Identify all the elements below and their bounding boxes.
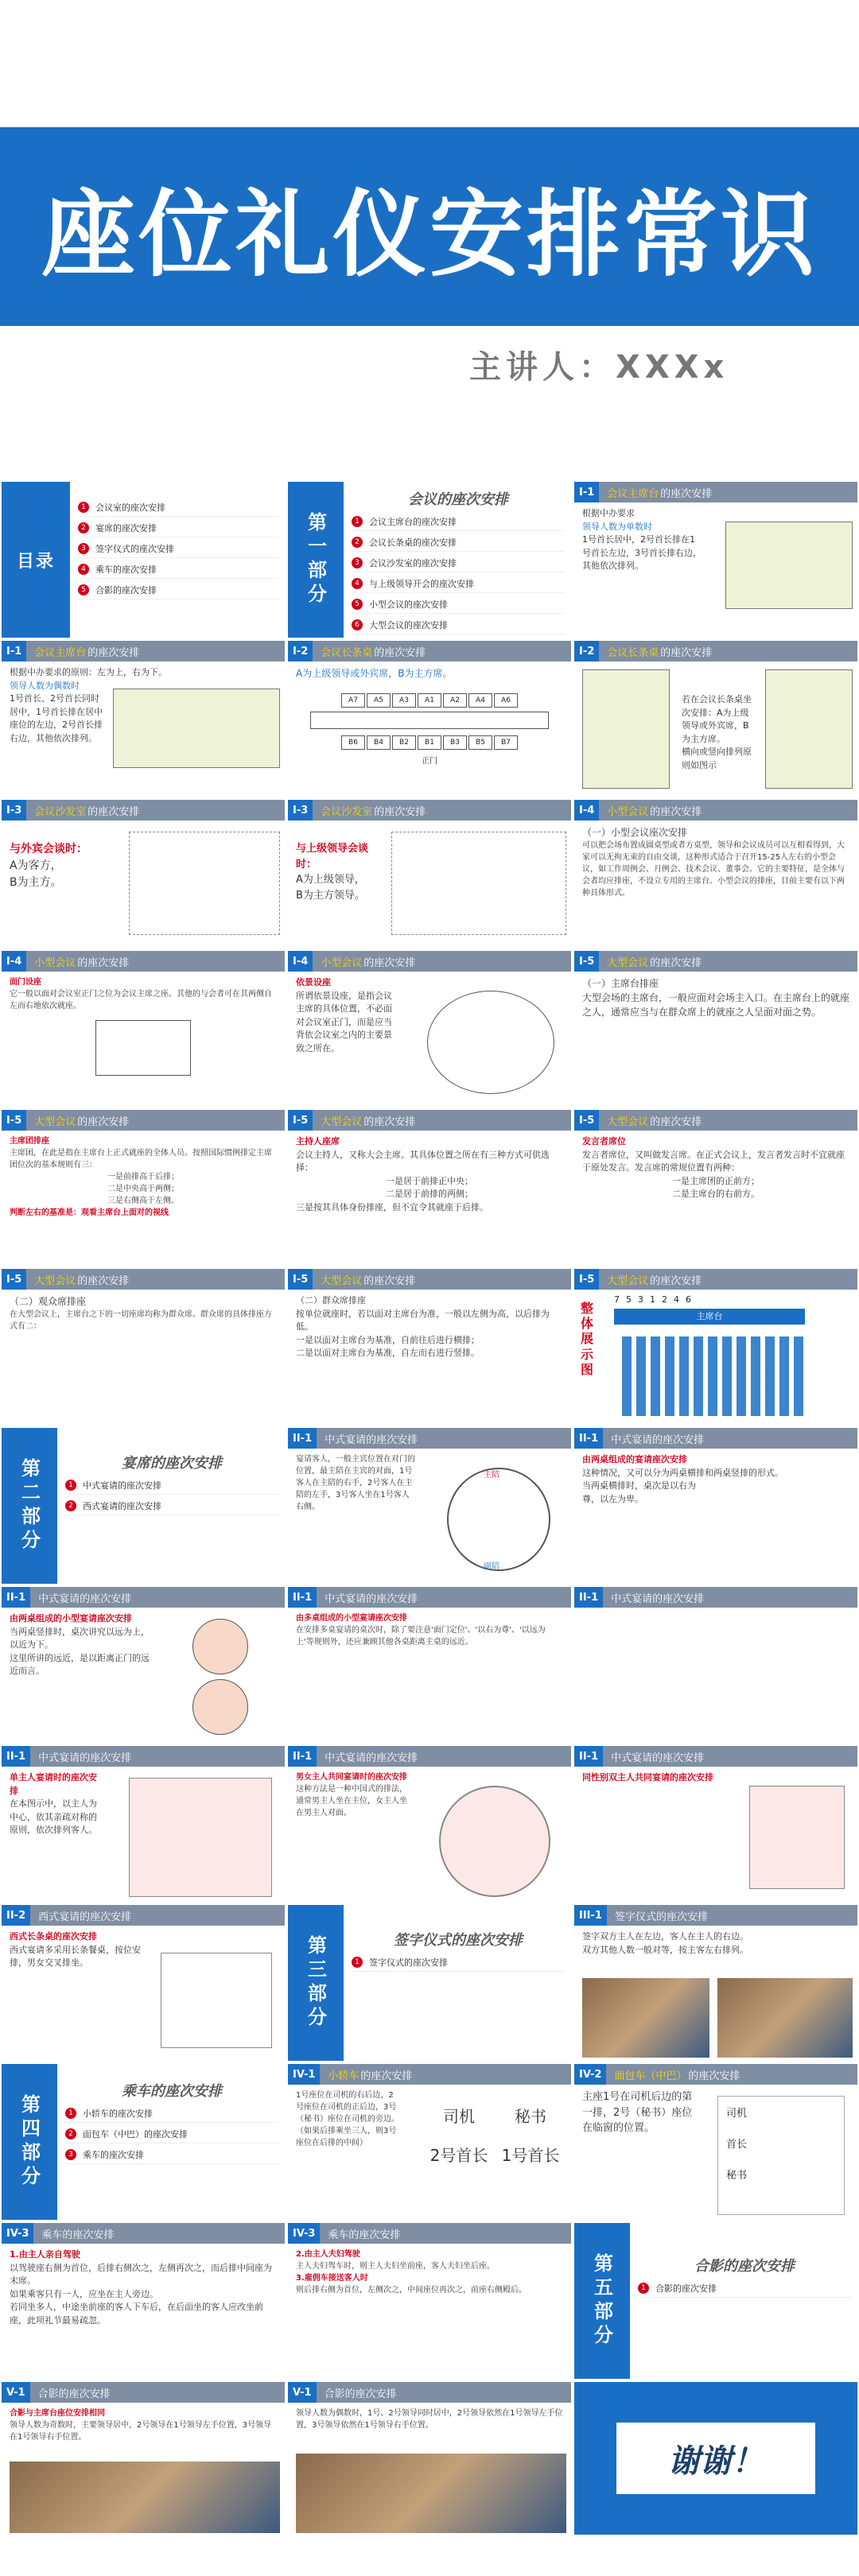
- sofa-diagram: [129, 832, 280, 935]
- thanks-text: 谢谢！: [616, 2423, 815, 2494]
- slide-s2e: II-1 中式宴请的座次安排 单主人宴请时的座次安排 在本图示中，以主人为中心，依其亲疏对称的原则，依次排列客人。: [0, 1744, 286, 1903]
- round-table-diagram: [427, 991, 554, 1094]
- slide-s1k: I-5 大型会议 的座次安排 主席团排座 主席团，在此是指在主席台上正式就座的全体人员。按照国际惯例排定主席团位次的基本规则有三： 一是前排高于后排； 二是中央高于两侧； 三是右侧高于左侧。 判断左右的基准是：观看主席台上面对的视线: [0, 1108, 286, 1267]
- stage-diagram: [725, 522, 853, 609]
- slide-s1b: I-1 会议主席台 的座次安排 根据中办要求的原则：左为上，右为下。 领导人数为偶数时 1号首长、2号首长同时居中，1号首长排在居中座位的左边，2号首长排右边，其他依次排列。: [0, 639, 286, 798]
- slide-s1h: I-4 小型会议 的座次安排 面门设座 它一般以面对会议室正门之位为会议主席之座。其他的与会者可在其两侧自左而右地依次就座。: [0, 949, 286, 1108]
- slide-s2d2: II-1 中式宴请的座次安排: [573, 1585, 859, 1744]
- slide-s1p: I-5 大型会议 的座次安排 整体展示图 7531246 主席台: [573, 1267, 859, 1426]
- cover-speaker: 主讲人：XXXx: [469, 349, 729, 386]
- toc-dot: 2: [78, 522, 89, 533]
- couple-host-diagram: [439, 1786, 550, 1897]
- part1-item: 小型会议的座次安排: [369, 599, 448, 610]
- part5-label: 第五部分: [574, 2223, 630, 2379]
- same-gender-diagram: [749, 1786, 845, 1889]
- toc-item: 签字仪式的座次安排: [95, 544, 174, 554]
- slide-s1a: I-1 会议主席台 的座次安排 根据中办要求 领导人数为单数时 1号首长居中，2号首长排在1号首长左边，3号首长排右边，其他依次排列。: [573, 480, 859, 639]
- part1-item: 会议主席台的座次安排: [369, 517, 457, 527]
- slide-s1e: I-3 会议沙发室 的座次安排 与外宾会谈时： A为客方， B为主方。: [0, 798, 286, 949]
- stage-bar: 主席台: [614, 1309, 805, 1325]
- van-seats: 司机 首长 秘书: [717, 2096, 845, 2215]
- slide-s4a: IV-1 小轿车 的座次安排 1号座位在司机的右后边，2号座位在司机的正后边，3号（秘书）座位在司机的旁边。 （如果后排乘坐三人，则3号座位在后排的中间） 司机 秘书 2号首长 1号首长: [286, 2062, 573, 2221]
- sofa-diagram: [391, 832, 566, 935]
- part5-cover: 第五部分 合影的座次安排 1 合影的座次安排: [573, 2221, 859, 2380]
- slide-s1d: I-2 会议长条桌 的座次安排 若在会议长条桌坐次安排：A为上级领导或外宾席，B为主方席。 横向或竖向排列原则如图示: [573, 639, 859, 798]
- toc-slide: [0, 480, 286, 639]
- part1-item: 大型会议的座次安排: [369, 620, 448, 630]
- meeting-photo: [765, 669, 853, 789]
- part1-item: 与上级领导开会的座次安排: [369, 579, 474, 589]
- slide-s1o: I-5 大型会议 的座次安排 （二）群众席排座 按单位就座时，若以面对主席台为准，一般以左侧为高，以后排为低。 一是以面对主席台为基准，自前往后进行横排； 二是以面对主席台为基准，自左而右进行竖排。: [286, 1267, 573, 1426]
- part2-label: 第二部分: [2, 1428, 57, 1584]
- part3-label: 第三部分: [288, 1905, 344, 2061]
- slide-s1l: I-5 大型会议 的座次安排 主持人座席 会议主持人，又称大会主席。其具体位置之所在有三种方式可供选择： 一是居于前排正中央； 二是居于前排的两侧； 三是按其具体身份排座，但不宜令其就座于后排。: [286, 1108, 573, 1267]
- part1-cover: 第一部分 会议的座次安排 1 会议主席台的座次安排 2 会议长条桌的座次安排 3 会议沙发室的座次安排 4 与上级领导开会的座次安排 5 小型会议的座次安排 6 大型会议的座次安排: [286, 480, 573, 639]
- vertical-tables: [185, 1619, 256, 1738]
- slide-s2f: II-1 中式宴请的座次安排 男女主人共同宴请时的座次安排 这种方法是一种中国式的排法，通常男主人坐在主位，女主人坐在男主人对面。: [286, 1744, 573, 1903]
- slide-s1c: I-2 会议长条桌 的座次安排 A为上级领导或外宾席，B为主方席。 A7 A5 A3 A1 A2 A4 A6 B6 B4 B2 B1 B3 B5 B7 正门: [286, 639, 573, 798]
- part1-label: 第一部分: [288, 482, 344, 638]
- cover-slide: [0, 0, 859, 461]
- toc-item: 合影的座次安排: [95, 585, 157, 596]
- part2-title: 宴席的座次安排: [122, 1455, 222, 1472]
- part1-title: 会议的座次安排: [408, 491, 508, 508]
- cover-title: 座位礼仪安排常识: [41, 180, 818, 289]
- toc-dot: 5: [78, 584, 89, 596]
- slide-s2a: II-1 中式宴请的座次安排 宴请客人，一般主宾位置在对门的位置，最主陪在主宾的对面，1号客人在主陪的右手，2号客人在主陪的左手，3号客人坐在1号客人右侧。 主陪 副陪: [286, 1426, 573, 1585]
- audience-grid: [622, 1336, 805, 1416]
- part4-cover: 第四部分 乘车的座次安排 1 小轿车的座次安排 2 面包车（中巴）的座次安排 3 乘车的座次安排: [0, 2062, 286, 2221]
- slide-s3a: III-1 签字仪式的座次安排 签字双方主人在左边，客人在主人的右边。 双方其他人数一般对等，按主客左右排列。: [573, 1903, 859, 2062]
- slide-grid: [0, 480, 859, 2536]
- thanks-slide: [573, 2380, 859, 2536]
- slide-s5a: V-1 合影的座次安排 合影与主席台座位安排相同 领导人数为奇数时，主要领导居中，2号领导在1号领导左手位置，3号领导在1号领导右手位置。: [0, 2380, 286, 2536]
- toc-dot: 4: [78, 564, 89, 575]
- slide-s1i: I-4 小型会议 的座次安排 依景设座 所谓依景设座，是指会议主席的具体位置，不必面对会议室正门，而是应当背依会议室之内的主要景致之所在。: [286, 949, 573, 1108]
- side-label: 整体展示图: [581, 1301, 594, 1377]
- slide-s1n: I-5 大型会议 的座次安排 （二）观众席排座 在大型会议上，主席台之下的一切座席均称为群众席。群众席的具体排座方式有二：: [0, 1267, 286, 1426]
- group-photo: [10, 2462, 280, 2533]
- toc-item: 宴席的座次安排: [95, 523, 157, 533]
- part1-item: 会议沙发室的座次安排: [369, 558, 457, 568]
- slide-s2b: II-1 中式宴请的座次安排 由两桌组成的宴请座次安排 这种情况，又可以分为两桌横排和两桌竖排的形式。 当两桌横排时，桌次是以右为尊，以左为卑。: [573, 1426, 859, 1585]
- signing-photo: [582, 1978, 709, 2058]
- slide-s5b: V-1 合影的座次安排 领导人数为偶数时，1号、2号领导同时居中，2号领导依然在1号领导左手位置，3号领导依然在1号领导右手位置。: [286, 2380, 573, 2536]
- toc-item: 乘车的座次安排: [95, 564, 157, 575]
- table-diagram: [95, 1020, 191, 1076]
- part4-label: 第四部分: [2, 2064, 57, 2220]
- slide-s2h: II-2 西式宴请的座次安排 西式长条桌的座次安排 西式宴请多采用长条餐桌，按位安排，男女交叉排坐。: [0, 1903, 286, 2062]
- signing-photo: [717, 1978, 853, 2058]
- part1-item: 会议长条桌的座次安排: [369, 537, 457, 548]
- toc-item: 会议室的座次安排: [95, 502, 165, 513]
- long-table-diagram: A7 A5 A3 A1 A2 A4 A6 B6 B4 B2 B1 B3 B5 B7 正门: [288, 690, 571, 766]
- slide-s2g: II-1 中式宴请的座次安排 同性别双主人共同宴请的座次安排: [573, 1744, 859, 1903]
- slide-s4d: IV-3 乘车的座次安排 2.由主人夫妇驾驶 主人夫妇驾车时，则主人夫妇坐前座，客人夫妇坐后座。 3.雇佣车接送客人时 则后排右侧为首位，左侧次之，中间座位再次之，前座右侧殿后。: [286, 2221, 573, 2380]
- slide-s2c: II-1 中式宴请的座次安排 由两桌组成的小型宴请座次安排 当两桌竖排时，桌次讲究以远为上，以近为下。 这里所讲的远近，是以距离正门的远近而言。: [0, 1585, 286, 1744]
- multi-table-diagram: [717, 1635, 845, 1722]
- single-host-diagram: [129, 1778, 272, 1897]
- slide-s4c: IV-3 乘车的座次安排 1.由主人亲自驾驶 以驾驶座右侧为首位，后排右侧次之，左侧再次之，而后排中间座为末席。 如果乘客只有一人，应坐在主人旁边。 若同坐多人，中途坐前座的客人下车后，在后面坐的客人应改坐前座，此项礼节最易疏忽。: [0, 2221, 286, 2380]
- meeting-photo: [582, 669, 670, 789]
- part2-cover: 第二部分 宴席的座次安排 1 中式宴请的座次安排 2 西式宴请的座次安排: [0, 1426, 286, 1585]
- group-photo: [296, 2454, 566, 2533]
- long-table-west: [161, 1953, 272, 2048]
- slide-s1m: I-5 大型会议 的座次安排 发言者席位 发言者席位，又叫做发言席。在正式会议上，发言者发言时不宜就座于原处发言。发言席的常规位置有两种： 一是主席团的正前方； 二是主席台的右前方。: [573, 1108, 859, 1267]
- car-seats: 司机 秘书 2号首长 1号首长: [430, 2107, 560, 2165]
- toc-dot: 1: [78, 502, 89, 513]
- stage-diagram: [113, 689, 280, 768]
- slide-s1f: I-3 会议沙发室 的座次安排 与上级领导会谈时： A为上级领导， B为主方领导。: [286, 798, 573, 949]
- slide-s1g: I-4 小型会议 的座次安排 （一）小型会议座次安排 可以把会场布置成圆桌型或者方桌型，领导和会议成员可以互相看得到，大家可以无拘无束的自由交谈，这种形式适合于召开15-25人左右的小型会议，如工作周例会、月例会、技术会议、董事会。它的主要特征，是全体与会者均应排座，不设立专用的主席台。小型会议的排座，目前主要有以下两种具体形式。: [573, 798, 859, 949]
- round-table: 主陪 副陪: [447, 1468, 550, 1571]
- part3-cover: 第三部分 签字仪式的座次安排 1 签字仪式的座次安排: [286, 1903, 573, 2062]
- seat-numbers: 7531246: [614, 1294, 698, 1305]
- slide-s1j: I-5 大型会议 的座次安排 （一）主席台排座 大型会场的主席台，一般应面对会场主入口。在主席台上的就座之人，通常应当与在群众席上的就座之人呈面对面之势。: [573, 949, 859, 1108]
- toc-label: 目录: [2, 482, 70, 638]
- toc-dot: 3: [78, 543, 89, 554]
- slide-s2d: II-1 中式宴请的座次安排 由多桌组成的小型宴请座次安排 在安排多桌宴请的桌次时，除了要注意'面门定位'、'以右为尊'、'以远为上'等规则外，还应兼顾其他各桌距离主桌的远近。: [286, 1585, 573, 1744]
- slide-s4b: IV-2 面包车（中巴） 的座次安排 主座1号在司机后边的第一排，2号（秘书）座位在临窗的位置。 司机 首长 秘书: [573, 2062, 859, 2221]
